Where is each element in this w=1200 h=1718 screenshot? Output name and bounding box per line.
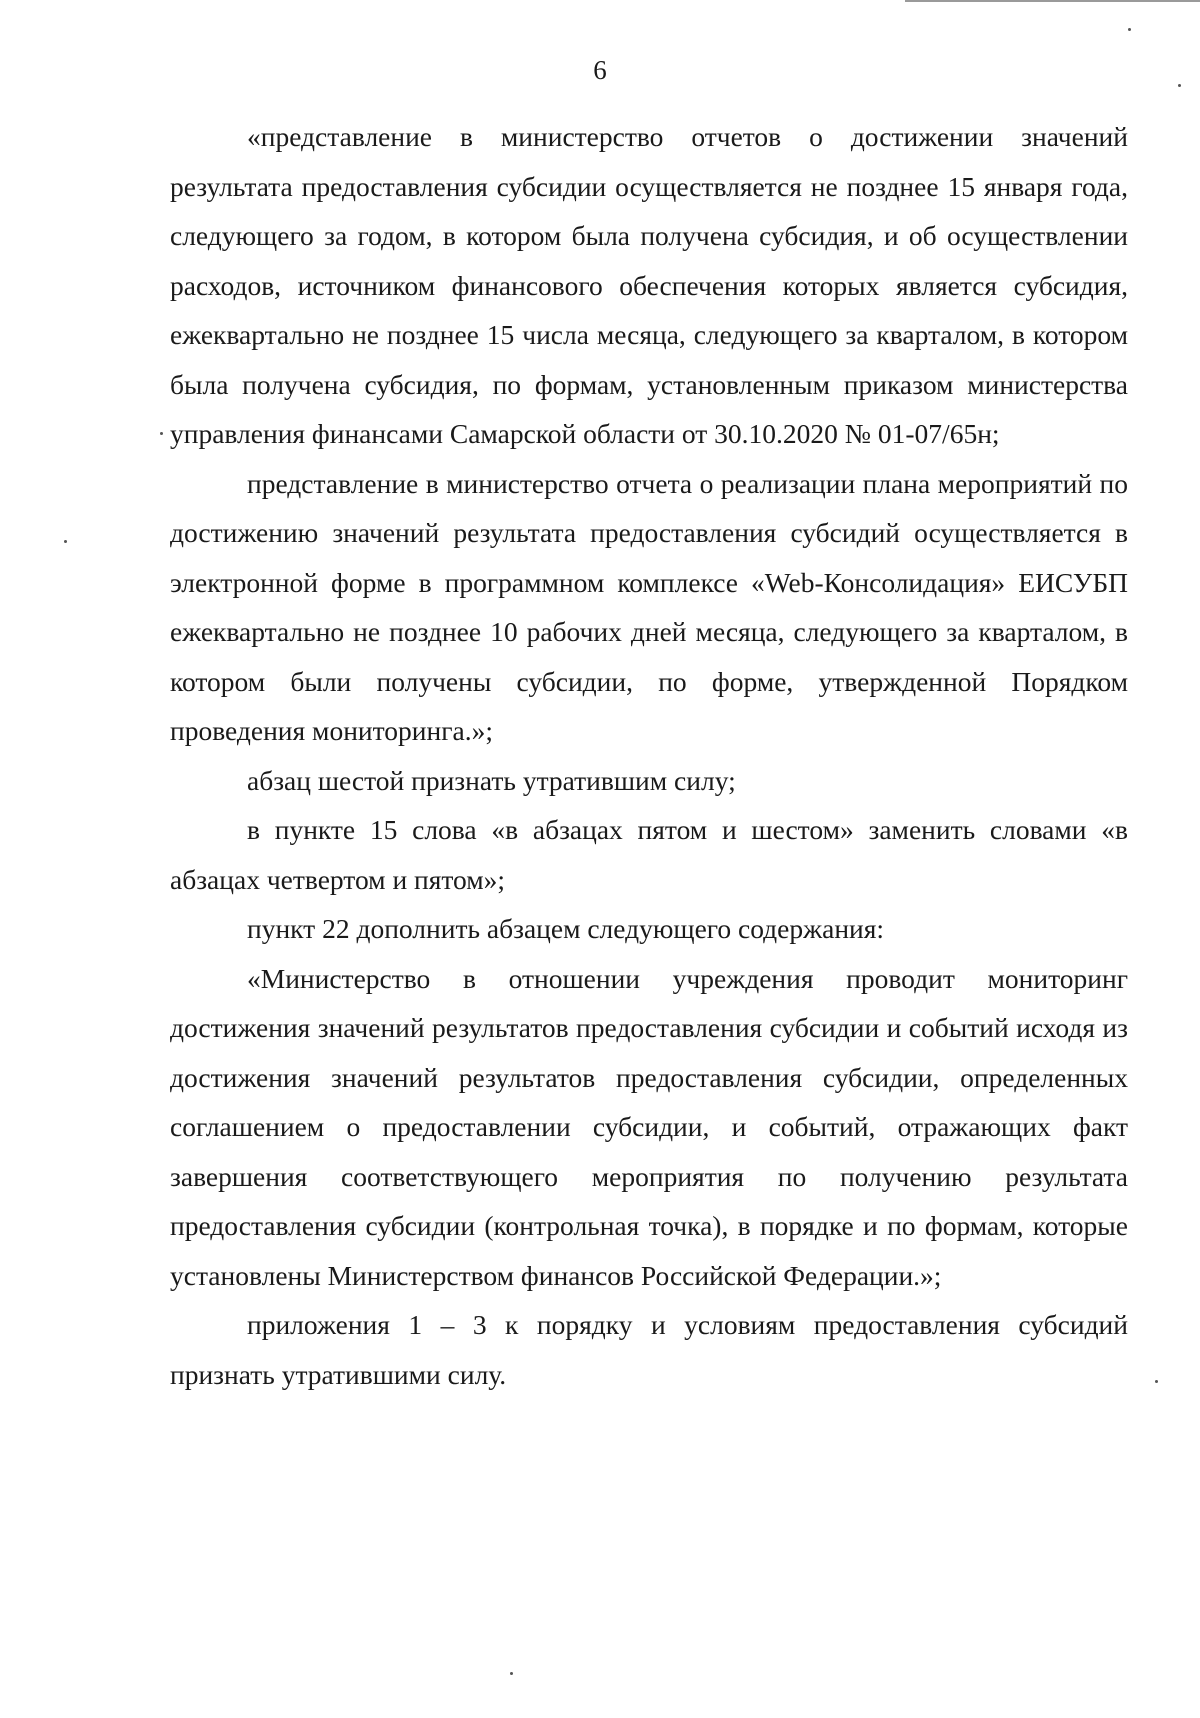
- paragraph-item-22: пункт 22 дополнить абзацем следующего содержания:: [247, 913, 885, 944]
- paragraph-monitoring: «Министерство в отношении учреждения проводит мониторинг достижения значений результатов предоставления субсидии и событий исходя из достижения значений результатов предоставления субсидии, определенных соглашением о предоставлении субсидии, и событий, отражающих факт завершения соответствующего мероприятия по получению результата предоставления субсидии (контрольная точка), в порядке и по формам, которые установлены Министерством финансов Российской Федерации.»;: [170, 962, 1128, 1291]
- scan-speck: [510, 1672, 513, 1675]
- scan-speck: [160, 432, 163, 435]
- scan-edge-line: [905, 0, 1200, 2]
- paragraph-sixth-void: абзац шестой признать утратившим силу;: [247, 764, 736, 796]
- scan-speck: [64, 540, 67, 543]
- scan-speck: [1128, 28, 1131, 31]
- document-body: [170, 112, 1128, 1399]
- scan-speck: [1155, 1380, 1158, 1383]
- paragraph-item-15: в пункте 15 слова «в абзацах пятом и шестом» заменить словами «в абзацах четвертом и пятом»;: [170, 814, 1128, 895]
- page-number: 6: [593, 55, 607, 85]
- paragraph-reports-deadline: «представление в министерство отчетов о достижении значений результата предоставления субсидии осуществляется не позднее 15 января года, следующего за годом, в котором была получена субсидия, и об осуществлении расходов, источником финансового обеспечения которых является субсидия, ежеквартально не позднее 15 числа месяца, следующего за кварталом, в котором была получена субсидия, по формам, установленным приказом министерства управления финансами Самарской области от 30.10.2020 № 01-07/65н;: [170, 121, 1128, 449]
- paragraph-appendices-void: приложения 1 – 3 к порядку и условиям предоставления субсидий признать утратившими силу.: [170, 1309, 1128, 1390]
- paragraph-plan-report: представление в министерство отчета о реализации плана мероприятий по достижению значений результата предоставления субсидий осуществляется в электронной форме в программном комплексе «Web-Консолидация» ЕИСУБП ежеквартально не позднее 10 рабочих дней месяца, следующего за кварталом, в котором были получены субсидии, по форме, утвержденной Порядком проведения мониторинга.»;: [170, 467, 1128, 746]
